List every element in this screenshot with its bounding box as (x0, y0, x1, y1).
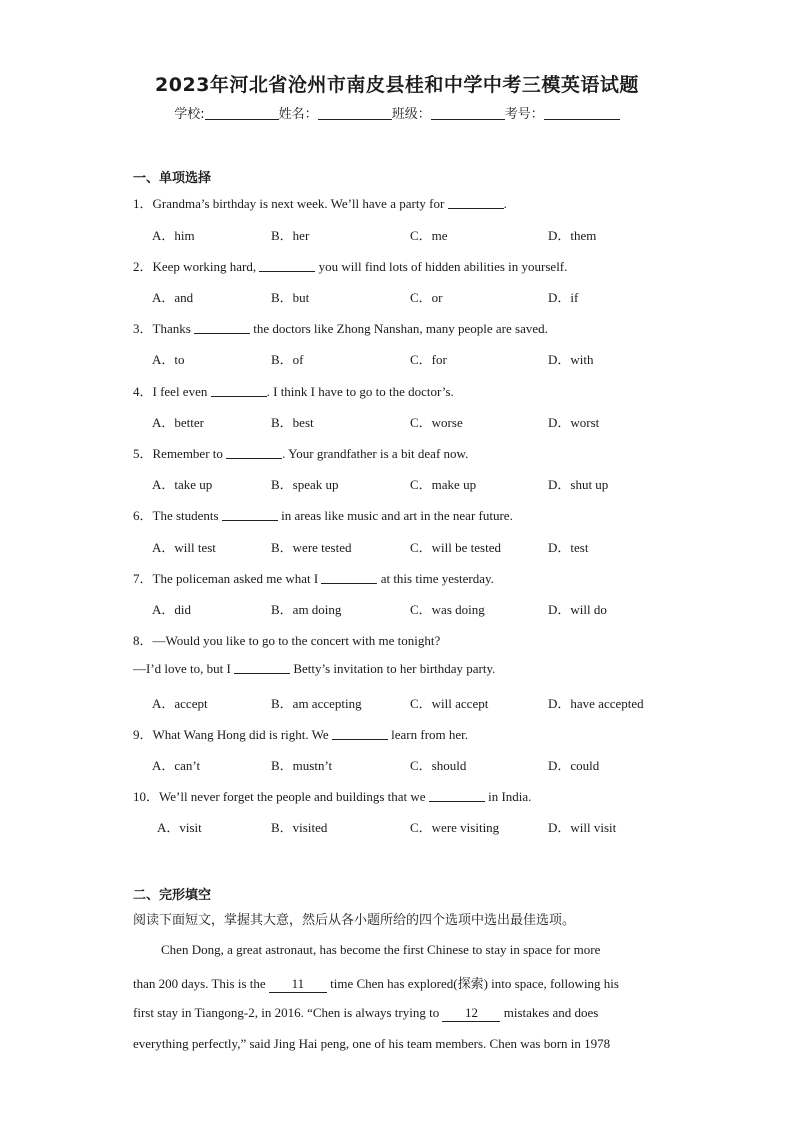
question-7 (133, 568, 494, 587)
option-a[interactable]: A．him (152, 228, 195, 243)
option-d[interactable]: D．if (548, 290, 579, 305)
question-stem: 4．I feel even (133, 384, 211, 399)
question-stem-end: at this time yesterday. (377, 571, 494, 586)
passage-text: time Chen has explored(探索) into space, following his (326, 976, 619, 991)
option-d[interactable]: D．will visit (548, 820, 617, 835)
option-b[interactable]: B．am doing (271, 602, 342, 617)
class-blank[interactable] (431, 106, 505, 120)
question-stem: 3．Thanks (133, 321, 195, 336)
class-label: 班级： (391, 107, 431, 122)
question-stem-end: in areas like music and art in the near future. (277, 508, 513, 523)
option-c[interactable]: C．was doing (410, 602, 485, 617)
question-4 (133, 381, 454, 400)
option-b[interactable]: B．am accepting (271, 696, 362, 711)
option-c[interactable]: C．me (410, 228, 448, 243)
name-label: 姓名： (278, 107, 318, 122)
answer-blank (211, 384, 267, 397)
school-label: 学校: (174, 107, 205, 122)
option-b[interactable]: B．of (271, 352, 304, 367)
option-d[interactable]: D．will do (548, 602, 607, 617)
option-c[interactable]: C．should (410, 758, 467, 773)
student-info-line (0, 103, 794, 122)
question-stem: 9．What Wang Hong did is right. We (133, 727, 332, 742)
answer-blank (234, 661, 290, 674)
option-c[interactable]: C．will accept (410, 696, 489, 711)
answer-blank (448, 196, 504, 209)
question-2 (133, 256, 567, 275)
option-b[interactable]: B．but (271, 290, 310, 305)
question-3 (133, 318, 548, 337)
option-c[interactable]: C．were visiting (410, 820, 500, 835)
option-d[interactable]: D．them (548, 228, 597, 243)
question-stem-end: . Your grandfather is a bit deaf now. (282, 446, 469, 461)
question-stem: 2．Keep working hard, (133, 259, 260, 274)
question-stem: 5．Remember to (133, 446, 227, 461)
option-a[interactable]: A．take up (152, 477, 213, 492)
option-c[interactable]: C．will be tested (410, 540, 501, 555)
question-10 (133, 786, 531, 805)
option-a[interactable]: A．will test (152, 540, 216, 555)
number-blank[interactable] (544, 106, 620, 120)
option-a[interactable]: A．better (152, 415, 204, 430)
option-a[interactable]: A．did (152, 602, 192, 617)
option-d[interactable]: D．with (548, 352, 594, 367)
option-b[interactable]: B．her (271, 228, 310, 243)
answer-blank (321, 571, 377, 584)
option-d[interactable]: D．worst (548, 415, 600, 430)
answer-blank (222, 508, 278, 521)
option-a[interactable]: A．accept (152, 696, 208, 711)
question-9 (133, 724, 468, 743)
question-stem: 7．The policeman asked me what I (133, 571, 322, 586)
name-blank[interactable] (318, 106, 392, 120)
question-stem-end: the doctors like Zhong Nanshan, many people are saved. (250, 321, 548, 336)
cloze-instruction: 阅读下面短文，掌握其大意，然后从各小题所给的四个选项中选出最佳选项。 (133, 913, 576, 928)
question-6 (133, 505, 513, 524)
passage-text: than 200 days. This is the (133, 976, 269, 991)
school-blank[interactable] (205, 106, 279, 120)
question-stem-end: you will find lots of hidden abilities in yourself. (315, 259, 568, 274)
question-stem: 6．The students (133, 508, 222, 523)
question-8 (133, 630, 440, 649)
option-a[interactable]: A．and (152, 290, 194, 305)
answer-blank (429, 789, 485, 802)
cloze-blank-12: 12 (442, 1005, 500, 1022)
option-a[interactable]: A．to (152, 352, 185, 367)
question-stem-end: learn from her. (387, 727, 469, 742)
question-stem-end: Betty’s invitation to her birthday party. (290, 661, 496, 676)
answer-blank (259, 259, 315, 272)
option-d[interactable]: D．have accepted (548, 696, 644, 711)
question-stem-end: in India. (484, 789, 532, 804)
page-title: 2023年河北省沧州市南皮县桂和中学中考三模英语试题 (155, 74, 639, 96)
answer-blank (194, 321, 250, 334)
option-b[interactable]: B．best (271, 415, 314, 430)
passage-text: first stay in Tiangong-2, in 2016. “Chen is always trying to (133, 1005, 443, 1020)
question-stem-end: . I think I have to go to the doctor’s. (266, 384, 454, 399)
section-heading-single-choice: 一、单项选择 (133, 171, 212, 186)
option-b[interactable]: B．were tested (271, 540, 352, 555)
option-a[interactable]: A．can’t (152, 758, 201, 773)
answer-blank (226, 446, 282, 459)
passage-line: Chen Dong, a great astronaut, has become the first Chinese to stay in space for more (161, 942, 601, 957)
option-d[interactable]: D．test (548, 540, 589, 555)
question-stem: 8．—Would you like to go to the concert with me tonight? (133, 633, 441, 648)
option-d[interactable]: D．could (548, 758, 600, 773)
option-c[interactable]: C．worse (410, 415, 463, 430)
passage-line (133, 973, 661, 993)
section-heading-cloze: 二、完形填空 (133, 888, 212, 903)
question-stem: 10．We’ll never forget the people and buildings that we (133, 789, 429, 804)
answer-blank (332, 727, 388, 740)
passage-text: mistakes and does (500, 1005, 599, 1020)
question-stem-end: . (503, 196, 507, 211)
option-b[interactable]: B．mustn’t (271, 758, 333, 773)
option-d[interactable]: D．shut up (548, 477, 609, 492)
option-b[interactable]: B．visited (271, 820, 328, 835)
option-a[interactable]: A．visit (157, 820, 202, 835)
option-b[interactable]: B．speak up (271, 477, 339, 492)
question-stem: —I’d love to, but I (133, 661, 235, 676)
option-c[interactable]: C．or (410, 290, 443, 305)
cloze-blank-11: 11 (269, 976, 327, 993)
number-label: 考号： (504, 107, 544, 122)
question-8-line-2 (133, 661, 495, 677)
option-c[interactable]: C．for (410, 352, 447, 367)
option-c[interactable]: C．make up (410, 477, 477, 492)
passage-line: everything perfectly,” said Jing Hai peng, one of his team members. Chen was born in 1978 (133, 1036, 611, 1051)
question-1 (133, 193, 507, 212)
question-5 (133, 443, 468, 462)
question-stem: 1．Grandma’s birthday is next week. We’ll have a party for (133, 196, 448, 211)
passage-line (133, 1005, 661, 1022)
